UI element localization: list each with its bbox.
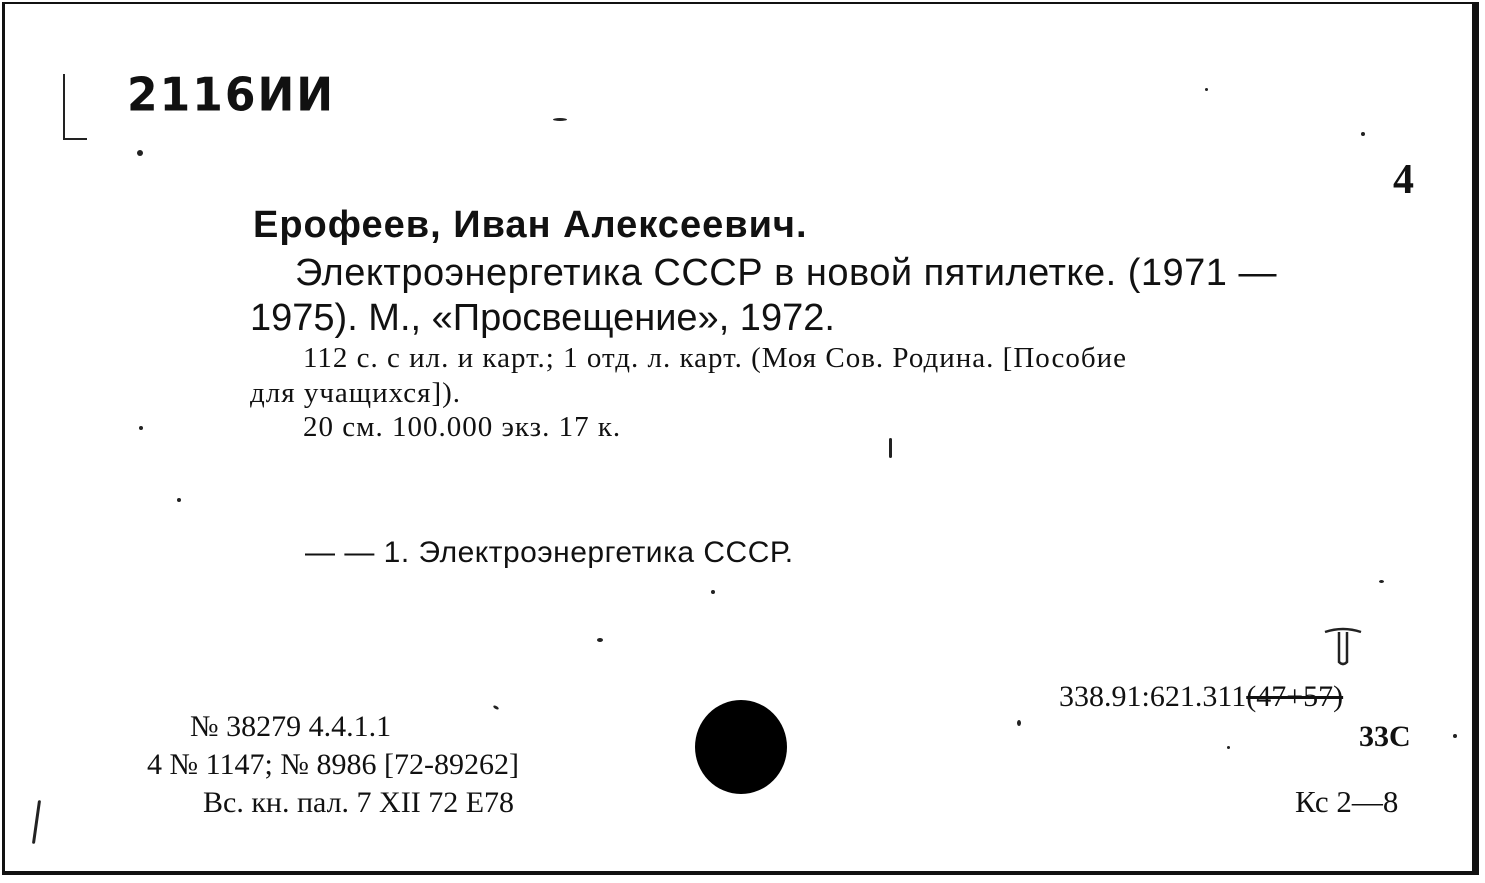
accession-line-3: Вс. кн. пал. 7 XII 72 Е78	[203, 786, 515, 819]
dust-speck	[711, 590, 715, 594]
bbk-code: 33С	[1359, 720, 1411, 753]
dust-speck	[553, 118, 567, 121]
accession-line-2: 4 № 1147; № 8986 [72-89262]	[147, 748, 519, 781]
physical-description-line-3: 20 см. 100.000 экз. 17 к.	[303, 411, 622, 443]
dust-speck	[1017, 720, 1021, 726]
t-mark-icon	[1321, 624, 1365, 668]
dust-speck	[597, 638, 603, 642]
physical-description-line-1: 112 с. с ил. и карт.; 1 отд. л. карт. (Моя Сов. Родина. [Пособие	[303, 342, 1128, 374]
corner-bracket-mark	[63, 74, 87, 140]
subject-heading: — — 1. Электроэнергетика СССР.	[305, 536, 794, 569]
dust-speck	[889, 438, 892, 458]
udc-main: 338.91:621.311	[1059, 680, 1247, 713]
punch-hole-icon	[695, 700, 787, 794]
author-heading: Ерофеев, Иван Алексеевич.	[253, 204, 808, 246]
card-number: 4	[1393, 157, 1414, 203]
title-line-2: 1975). М., «Просвещение», 1972.	[250, 297, 835, 339]
dust-speck	[1361, 132, 1365, 136]
accession-line-1: № 38279 4.4.1.1	[190, 710, 392, 743]
dust-speck	[1379, 580, 1384, 583]
dust-speck	[1453, 734, 1457, 738]
physical-description-line-2: для учащихся]).	[250, 377, 462, 409]
dust-speck	[177, 498, 181, 502]
dust-speck	[1227, 746, 1230, 749]
udc-classification	[1059, 680, 1343, 714]
dust-speck	[139, 426, 143, 430]
price-code: Кс 2—8	[1295, 784, 1399, 819]
dust-speck	[137, 150, 143, 156]
dust-speck	[32, 800, 41, 844]
catalog-card	[2, 2, 1479, 875]
dust-speck	[1205, 88, 1208, 91]
dust-speck	[493, 705, 500, 711]
call-number: 2116ИИ	[127, 68, 336, 123]
udc-struck-geo: (47+57)	[1246, 680, 1344, 713]
title-line-1: Электроэнергетика СССР в новой пятилетке. (1971 —	[295, 252, 1277, 294]
